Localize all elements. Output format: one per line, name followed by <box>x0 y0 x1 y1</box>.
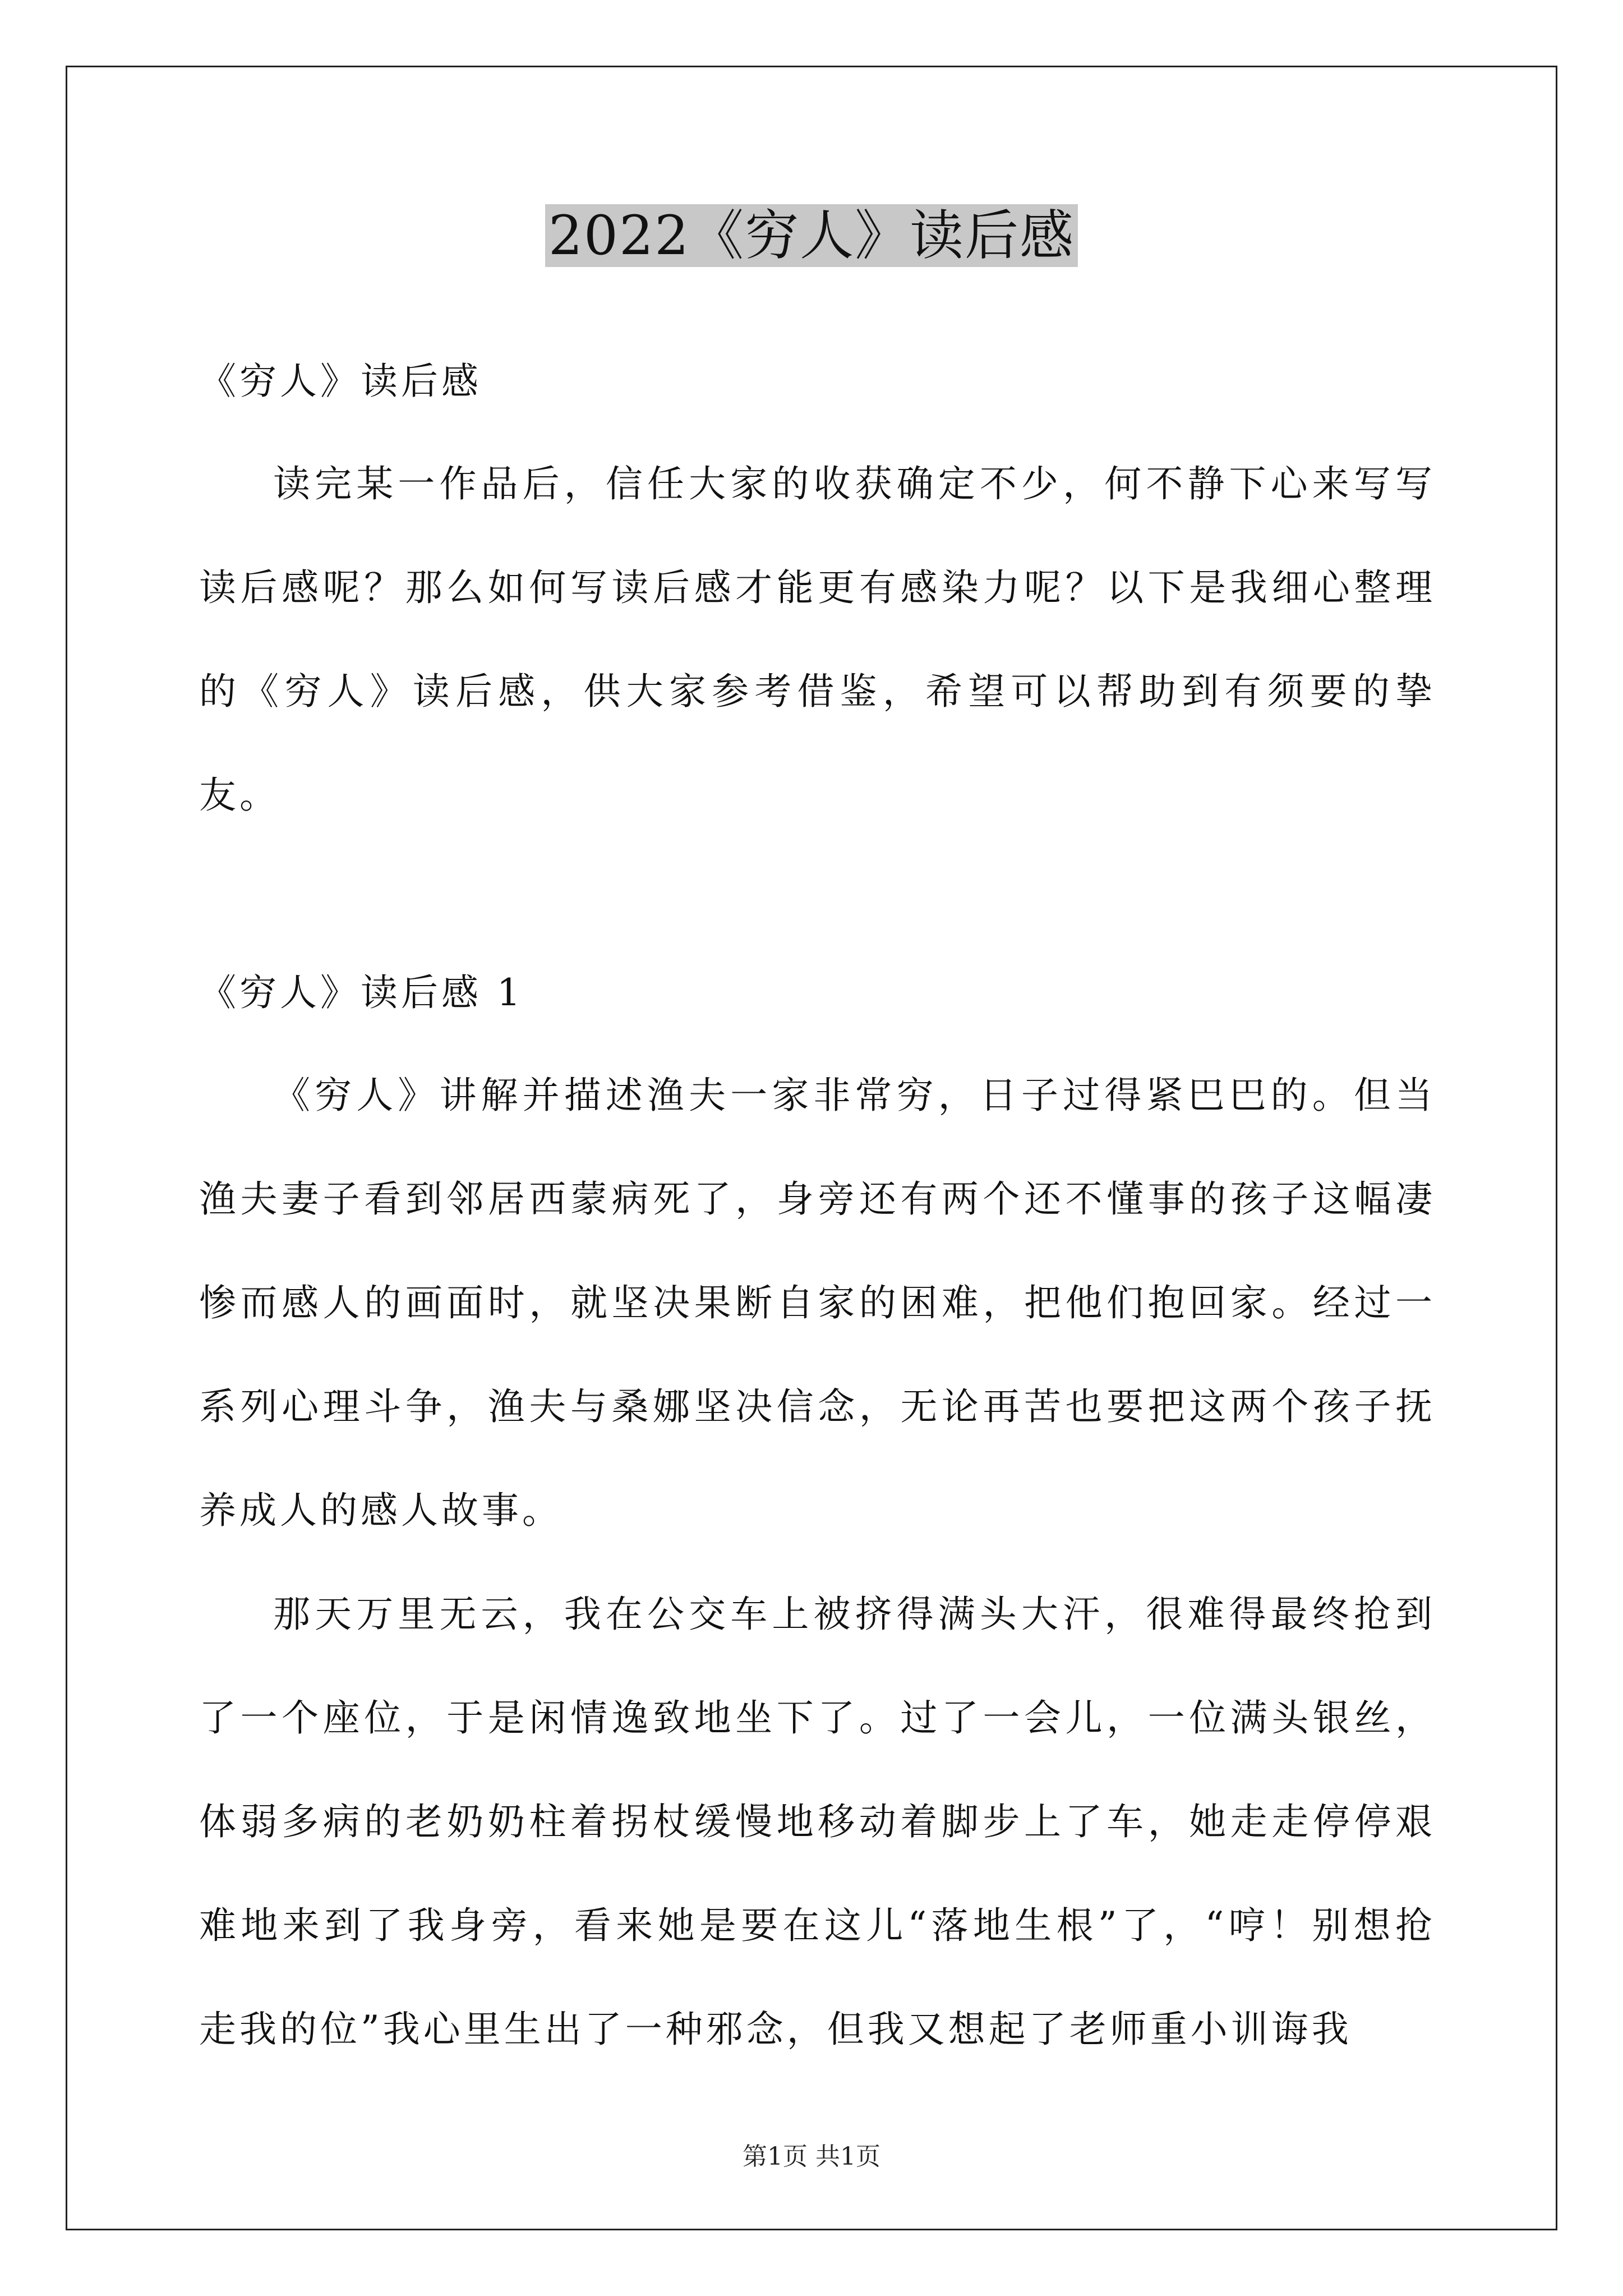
intro-paragraph: 读完某一作品后，信任大家的收获确定不少，何不静下心来写写读后感呢？那么如何写读后感才能更有感染力呢？以下是我细心整理的《穷人》读后感，供大家参考借鉴，希望可以帮助到有须要的挚友。 <box>199 462 1436 817</box>
title-text: 2022《穷人》读后感 <box>545 204 1078 267</box>
section-spacer <box>199 847 1436 942</box>
document-body <box>199 331 1436 2081</box>
section-heading: 《穷人》读后感 1 <box>199 971 524 1014</box>
page-footer: 第1页 共1页 <box>743 2142 880 2171</box>
document-title <box>0 194 1623 278</box>
body-paragraph-1: 《穷人》讲解并描述渔夫一家非常穷，日子过得紧巴巴的。但当渔夫妻子看到邻居西蒙病死了，身旁还有两个还不懂事的孩子这幅凄惨而感人的画面时，就坚决果断自家的困难，把他们抱回家。经过一系列心理斗争，渔夫与桑娜坚决信念，无论再苦也要把这两个孩子抚养成人的感人故事。 <box>199 1074 1436 1532</box>
intro-heading: 《穷人》读后感 <box>199 360 482 403</box>
body-paragraph-2: 那天万里无云，我在公交车上被挤得满头大汗，很难得最终抢到了一个座位，于是闲情逸致地坐下了。过了一会儿，一位满头银丝，体弱多病的老奶奶柱着拐杖缓慢地移动着脚步上了车，她走走停停艰难地来到了我身旁，看来她是要在这儿“落地生根”了，“哼！别想抢走我的位”我心里生出了一种邪念，但我又想起了老师重小训诲我 <box>199 1593 1436 2051</box>
